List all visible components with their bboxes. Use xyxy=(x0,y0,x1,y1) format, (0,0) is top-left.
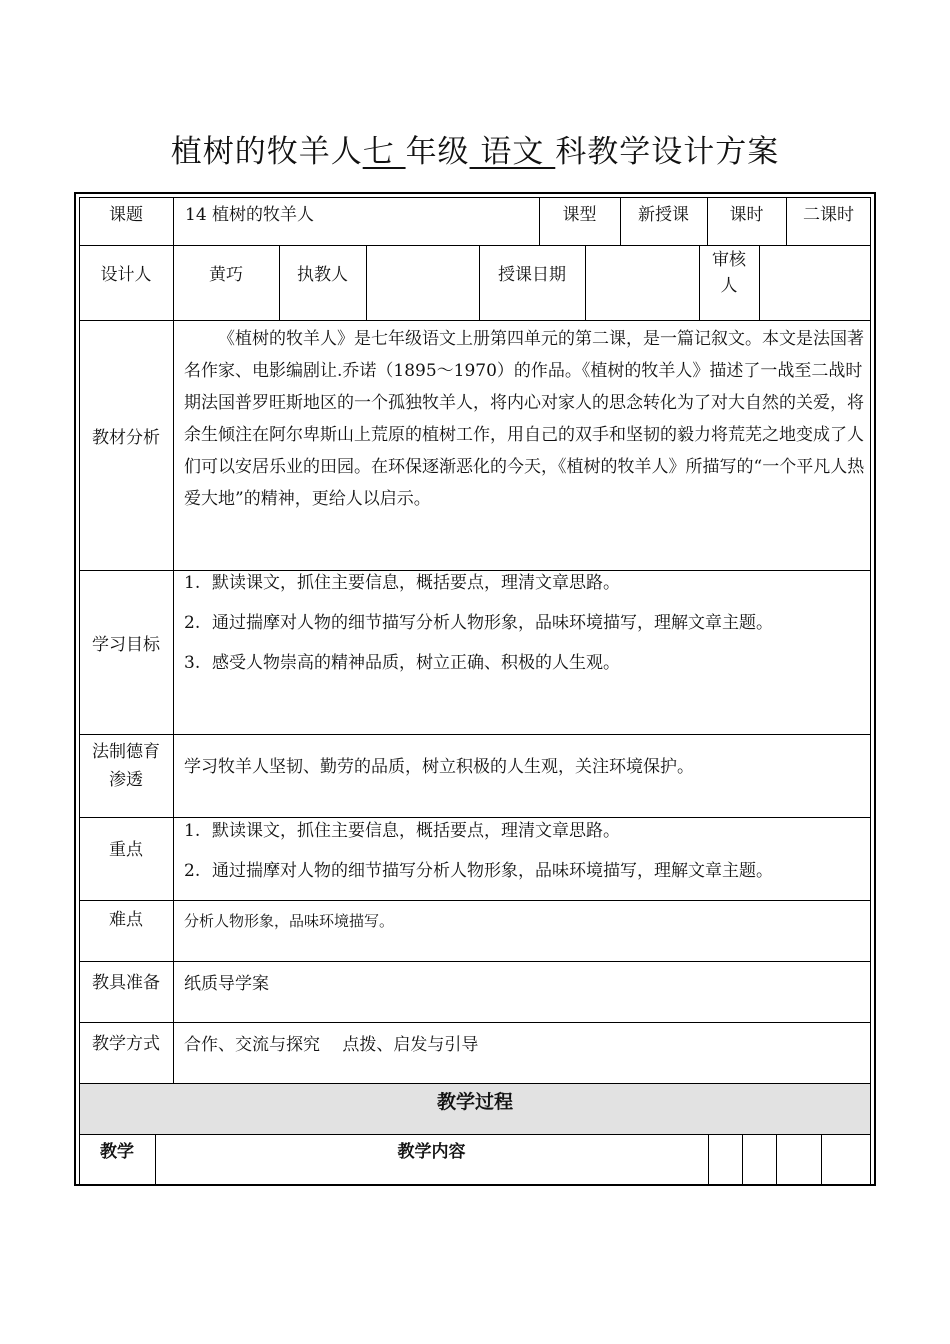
goals-label: 学习目标 xyxy=(92,635,160,655)
reviewer-label xyxy=(699,247,759,301)
reviewer-value xyxy=(759,257,871,293)
goals-list xyxy=(184,571,868,731)
process-col-content: 教学内容 xyxy=(397,1142,466,1162)
table-border-bottom xyxy=(79,1184,871,1185)
document-title xyxy=(0,126,950,171)
period-value: 二课时 xyxy=(803,205,854,225)
reviewer-label-line2: 人 xyxy=(720,276,738,296)
date-value xyxy=(585,257,699,293)
method-text: 合作、交流与探究 点拨、启发与引导 xyxy=(184,1035,479,1055)
moral-label-line1: 法制德育 xyxy=(92,742,160,762)
title-grade-suffix: 年级 xyxy=(405,134,470,170)
key-point-2: 2. 通过揣摩对人物的细节描写分析人物形象，品味环境描写，理解文章主题。 xyxy=(184,861,773,881)
process-col-stage: 教学 xyxy=(100,1142,134,1162)
difficulty-text: 分析人物形象，品味环境描写。 xyxy=(184,912,395,930)
teacher-label: 执教人 xyxy=(297,265,348,285)
type-value: 新授课 xyxy=(638,205,689,225)
lesson-plan-table xyxy=(79,197,871,1185)
tools-label: 教具准备 xyxy=(92,973,160,993)
key-points-label: 重点 xyxy=(109,840,143,860)
designer-label: 设计人 xyxy=(100,265,152,285)
goal-item-2: 2. 通过揣摩对人物的细节描写分析人物形象，品味环境描写，理解文章主题。 xyxy=(184,613,773,633)
key-points-list xyxy=(184,819,868,899)
key-point-1: 1. 默读课文，抓住主要信息，概括要点，理清文章思路。 xyxy=(184,821,620,841)
period-label: 课时 xyxy=(729,205,764,225)
goal-item-1: 1. 默读课文，抓住主要信息，概括要点，理清文章思路。 xyxy=(184,573,620,593)
table-border-right xyxy=(870,197,871,1185)
date-label: 授课日期 xyxy=(498,265,566,285)
topic-label: 课题 xyxy=(109,205,143,225)
process-heading: 教学过程 xyxy=(436,1091,513,1113)
designer-value: 黄巧 xyxy=(209,265,243,285)
analysis-text: 《植树的牧羊人》是七年级语文上册第四单元的第二课，是一篇记叙文。本文是法国著名作家、电影编剧让.乔诺（1895～1970）的作品。《植树的牧羊人》描述了一战至二战时期法国普罗旺斯地区的一个孤独牧羊人，将内心对家人的思念转化为了对大自然的关爱，将余生倾注在阿尔卑斯山上荒原的植树工作，用自己的双手和坚韧的毅力将荒芜之地变成了人们可以安居乐业的田园。在环保逐渐恶化的今天，《植树的牧羊人》所描写的“一个平凡人热爱大地”的精神，更给人以启示。 xyxy=(184,329,865,509)
moral-text: 学习牧羊人坚韧、勤劳的品质，树立积极的人生观，关注环境保护。 xyxy=(184,757,694,777)
title-grade: 七 xyxy=(362,134,406,170)
goal-item-3: 3. 感受人物崇高的精神品质，树立正确、积极的人生观。 xyxy=(184,653,620,673)
teacher-value xyxy=(366,257,479,293)
difficulty-label: 难点 xyxy=(109,910,143,930)
moral-label xyxy=(79,738,173,800)
title-subject: 语文 xyxy=(469,134,556,170)
title-suffix: 科教学设计方案 xyxy=(555,134,780,170)
title-prefix: 植树的牧羊人 xyxy=(170,134,363,170)
topic-value: 14 植树的牧羊人 xyxy=(185,205,315,225)
reviewer-label-line1: 审核 xyxy=(712,250,746,270)
tools-text: 纸质导学案 xyxy=(184,974,269,994)
method-label: 教学方式 xyxy=(92,1034,160,1054)
analysis-label: 教材分析 xyxy=(92,428,160,448)
moral-label-line2: 渗透 xyxy=(109,770,143,790)
type-label: 课型 xyxy=(562,205,597,225)
